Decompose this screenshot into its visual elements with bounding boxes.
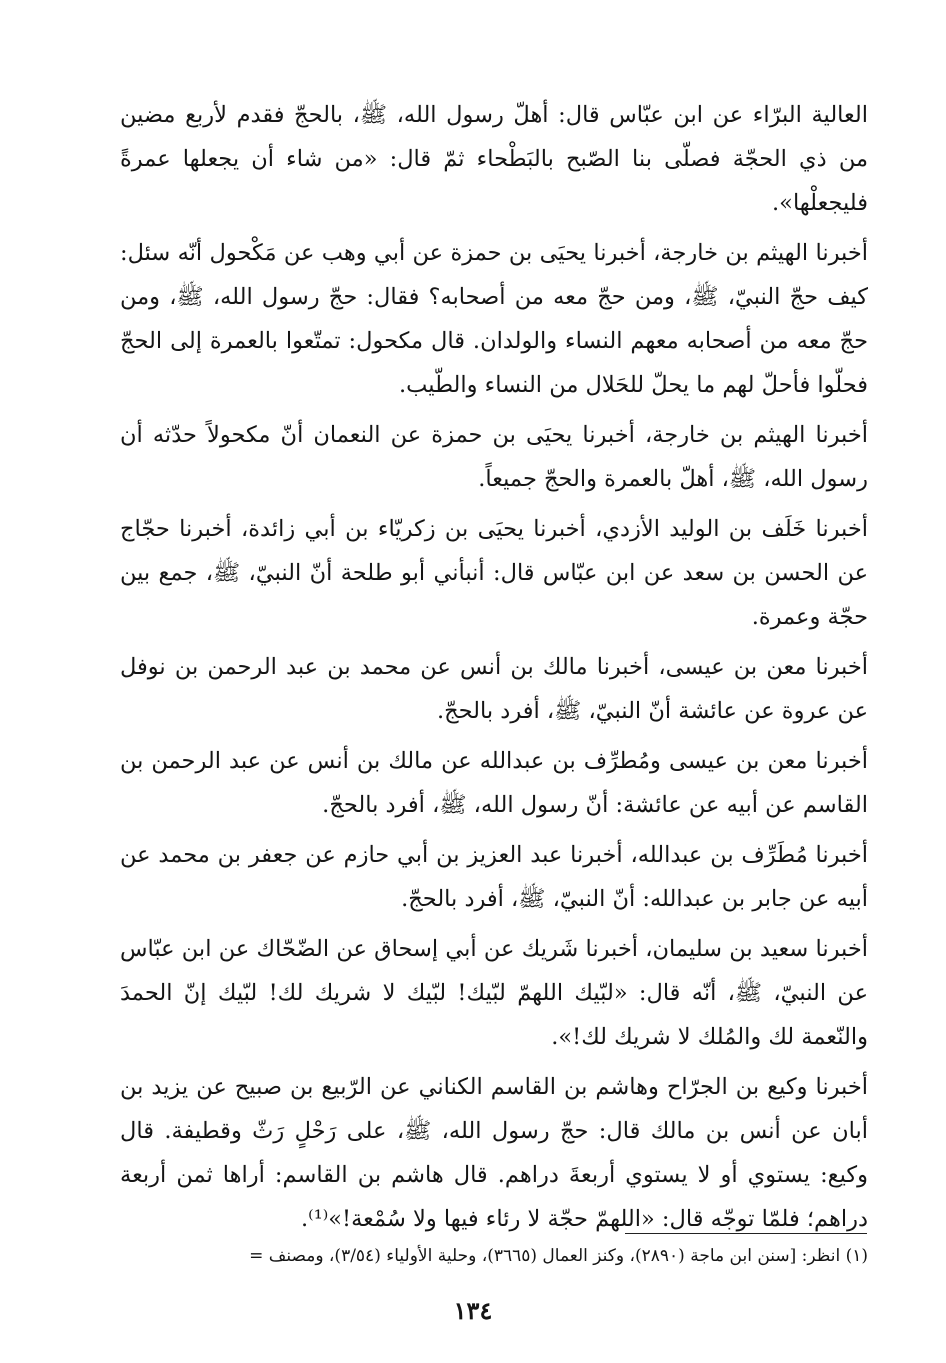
paragraph-2: أخبرنا الهيثم بن خارجة، أخبرنا يحيَى بن حمزة عن أبي وهب عن مَكْحول أنّه سئل: كيف حجّ النبيّ، ﷺ، ومن حجّ معه من أصحابه؟ فقال: حجّ رسول الله، ﷺ، ومن حجّ معه من أصحابه معهم النساء والولدان. قال مكحول: تمتّعوا بالعمرة إلى الحجّ فحلّوا فأحلّ لهم ما يحلّ للحَلال من النساء والطّيب. (120, 240, 868, 398)
footnote: (١) انظر: [سنن ابن ماجة (٢٨٩٠)، وكنز العمال (٣٦٦٥)، وحلية الأولياء (٣/٥٤)، ومصنف = (249, 1246, 868, 1266)
paragraph-1: العالية البرّاء عن ابن عبّاس قال: أهلّ رسول الله، ﷺ، بالحجّ فقدم لأربع مضين من ذي الحجّة فصلّى بنا الصّبح بالبَطْحاء ثمّ قال: «من شاء أن يجعلها عمرةً فليجعلْها». (120, 102, 868, 216)
paragraph-9: أخبرنا وكيع بن الجرّاح وهاشم بن القاسم الكناني عن الرّبيع بن صبيح عن يزيد بن أبان عن أنس بن مالك قال: حجّ رسول الله، ﷺ، على رَحْلٍ رَثّ وقطيفة. قال وكيع: يستوي أو لا يستوي أربعةَ دراهم. قال هاشم بن القاسم: أراها ثمن أربعة دراهم؛ فلمّا توجّه قال: «اللهمّ حجّة لا رئاء فيها ولا سُمْعة!»⁽¹⁾. (120, 1074, 868, 1232)
paragraph-3: أخبرنا الهيثم بن خارجة، أخبرنا يحيَى بن حمزة عن النعمان أنّ مكحولاً حدّثه أن رسول الله، ﷺ، أهلّ بالعمرة والحجّ جميعاً. (120, 422, 868, 492)
paragraph-5: أخبرنا معن بن عيسى، أخبرنا مالك بن أنس عن محمد بن عبد الرحمن بن نوفل عن عروة عن عائشة أنّ النبيّ، ﷺ، أفرد بالحجّ. (120, 654, 868, 724)
paragraph-4: أخبرنا خَلَف بن الوليد الأزدي، أخبرنا يحيَى بن زكريّاء بن أبي زائدة، أخبرنا حجّاج عن الحسن بن سعد عن ابن عبّاس قال: أنبأني أبو طلحة أنّ النبيّ، ﷺ، جمع بين حجّة وعمرة. (120, 516, 868, 630)
paragraph-7: أخبرنا مُطَرِّف بن عبدالله، أخبرنا عبد العزيز بن أبي حازم عن جعفر بن محمد عن أبيه عن جابر بن عبدالله: أنّ النبيّ، ﷺ، أفرد بالحجّ. (120, 842, 868, 912)
page-number: ١٣٤ (453, 1296, 493, 1325)
paragraph-6: أخبرنا معن بن عيسى ومُطرِّف بن عبدالله عن مالك بن أنس عن عبد الرحمن بن القاسم عن أبيه عن عائشة: أنّ رسول الله، ﷺ، أفرد بالحجّ. (120, 748, 868, 818)
paragraph-8: أخبرنا سعيد بن سليمان، أخبرنا شَريك عن أبي إسحاق عن الضّحّاك عن ابن عبّاس عن النبيّ، ﷺ، أنّه قال: «لبّيك اللهمّ لبّيك! لبّيك لا شريك لك! لبّيك إنّ الحمدَ والنّعمة لك والمُلك لا شريك لك!». (120, 936, 868, 1050)
main-text (120, 93, 868, 1247)
footnote-divider (625, 1233, 867, 1234)
